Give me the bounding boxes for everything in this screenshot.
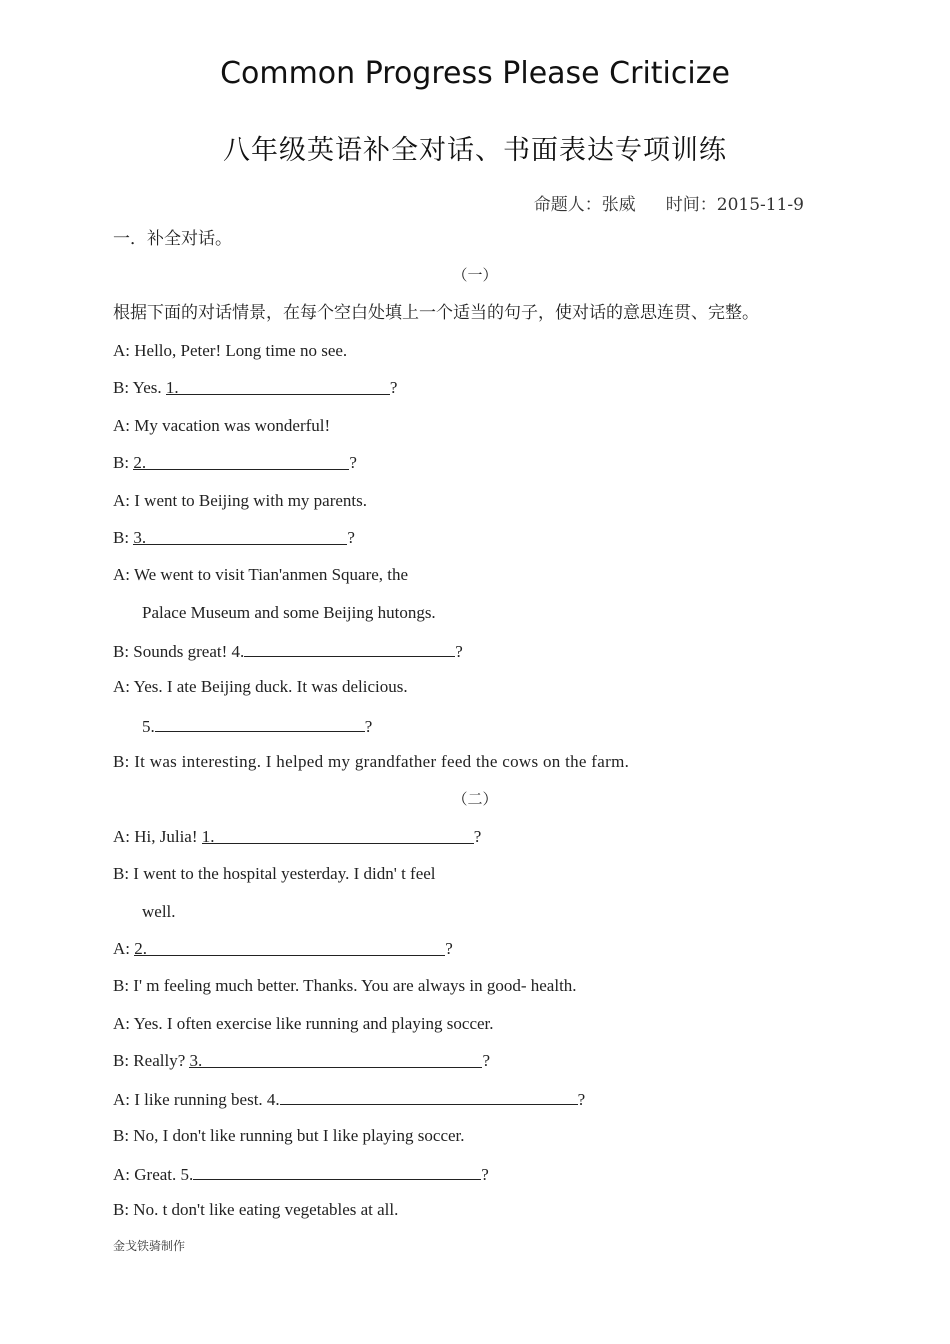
dialogue-line: A: Hello, Peter! Long time no see. (113, 341, 348, 360)
answer-blank[interactable]: 3. (189, 1051, 482, 1068)
answer-blank[interactable] (244, 640, 455, 657)
header-title: Common Progress Please Criticize (220, 56, 730, 91)
dialogue-line: well. (142, 902, 176, 921)
answer-blank[interactable]: 2. (134, 939, 445, 956)
part1-instruction: 根据下面的对话情景，在每个空白处填上一个适当的句子，使对话的意思连贯、完整。 (113, 303, 759, 323)
dialogue-line: B: Really? 3. ? (113, 1051, 491, 1070)
dialogue-line: B: Sounds great! 4. ? (113, 642, 463, 661)
dialogue-line: 5. ? (142, 717, 373, 736)
dialogue-line: A: We went to visit Tian'anmen Square, the (113, 565, 409, 584)
dialogue-line: Palace Museum and some Beijing hutongs. (142, 603, 436, 622)
author-text: 命题人：张威 (533, 195, 636, 215)
dialogue-line: A: 2. ? (113, 939, 453, 958)
dialogue-line: A: My vacation was wonderful! (113, 416, 331, 435)
dialogue-line: A: Yes. I often exercise like running and playing soccer. (113, 1014, 494, 1033)
dialogue-line: B: No. t don't like eating vegetables at all. (113, 1200, 399, 1219)
answer-blank[interactable]: 1. (166, 378, 390, 395)
dialogue-line: A: Great. 5. ? (113, 1165, 489, 1184)
answer-blank[interactable] (193, 1163, 481, 1180)
dialogue-line: B: It was interesting. I helped my grandfather feed the cows on the farm. (113, 752, 630, 771)
answer-blank[interactable] (155, 715, 365, 732)
document-title: 八年级英语补全对话、书面表达专项训练 (223, 135, 727, 166)
dialogue-line: A: I went to Beijing with my parents. (113, 491, 368, 510)
footer-text: 金戈铁骑制作 (113, 1239, 186, 1253)
dialogue-line: A: Hi, Julia! 1. ? (113, 827, 482, 846)
part2-label: （二） (452, 790, 498, 808)
answer-blank[interactable]: 3. (133, 528, 347, 545)
part1-label: （一） (452, 266, 498, 284)
dialogue-line: A: Yes. I ate Beijing duck. It was delicious. (113, 677, 408, 696)
answer-blank[interactable]: 2. (133, 453, 349, 470)
author-date-line (534, 190, 804, 215)
dialogue-line: A: I like running best. 4. ? (113, 1090, 586, 1109)
dialogue-line: B: 2. ? (113, 453, 357, 472)
date-text: 时间：2015-11-9 (665, 195, 804, 215)
dialogue-line: B: I went to the hospital yesterday. I didn' t feel (113, 864, 436, 883)
answer-blank[interactable] (280, 1088, 578, 1105)
dialogue-line: B: No, I don't like running but I like playing soccer. (113, 1126, 465, 1145)
answer-blank[interactable]: 1. (202, 827, 474, 844)
dialogue-line: B: Yes. 1. ? (113, 378, 398, 397)
dialogue-line: B: I' m feeling much better. Thanks. You are always in good- health. (113, 976, 577, 995)
dialogue-line: B: 3. ? (113, 528, 355, 547)
section-heading: 一．补全对话。 (113, 229, 232, 249)
